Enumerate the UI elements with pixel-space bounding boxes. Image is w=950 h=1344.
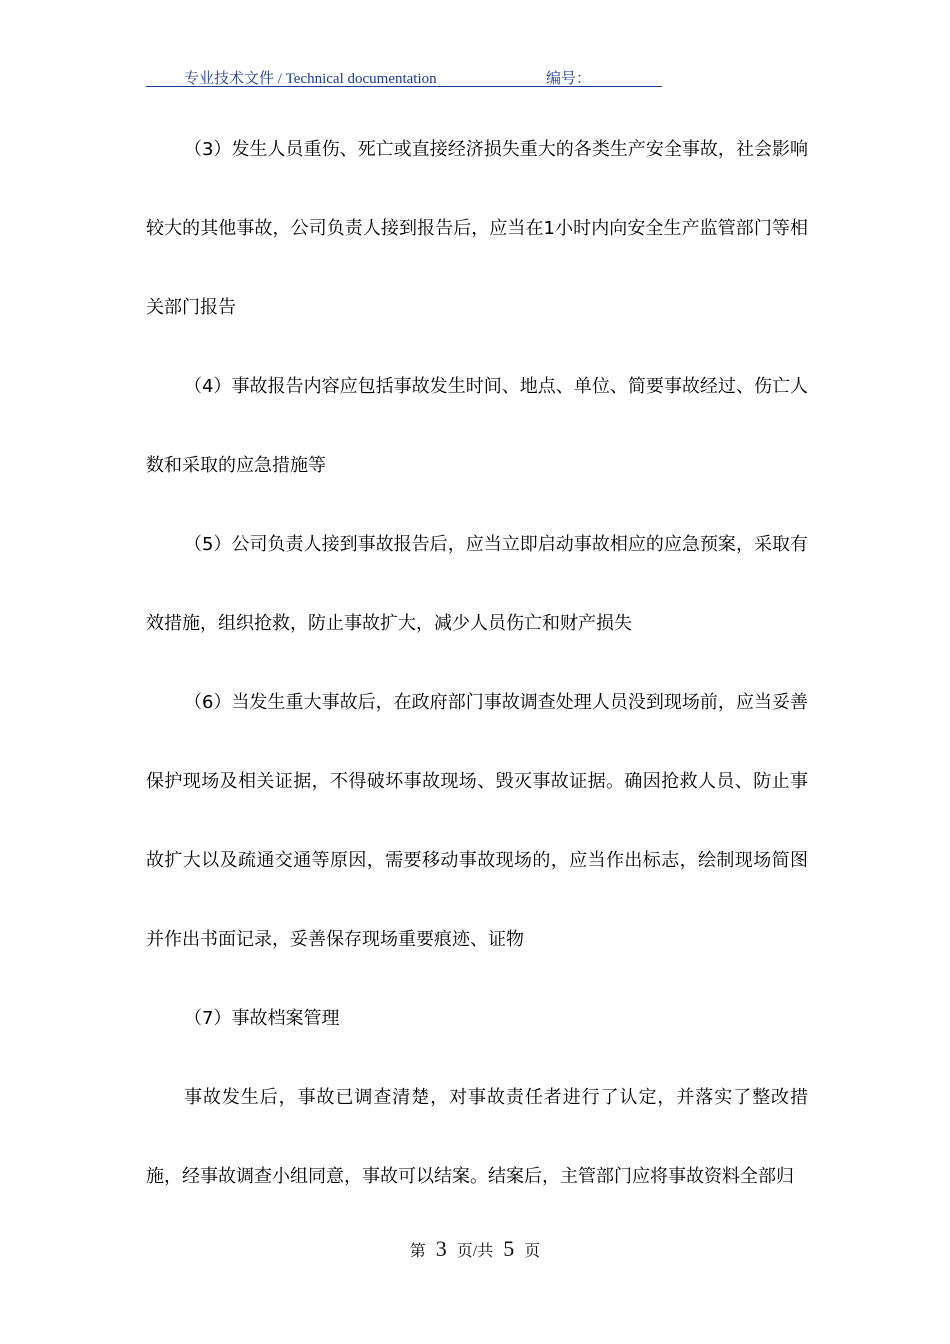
footer-suffix: 页 bbox=[524, 1243, 541, 1260]
footer-current-page: 3 bbox=[435, 1236, 447, 1261]
header-title: 专业技术文件 / Technical documentation bbox=[184, 71, 437, 87]
footer-total-pages: 5 bbox=[503, 1236, 515, 1261]
paragraph: 事故发生后，事故已调查清楚，对事故责任者进行了认定，并落实了整改措施，经事故调查小组同意，事故可以结案。结案后，主管部门应将事故资料全部归 bbox=[146, 1087, 808, 1187]
paragraph: （7）事故档案管理 bbox=[184, 1008, 340, 1029]
paragraph: （5）公司负责人接到事故报告后，应当立即启动事故相应的应急预案，采取有效措施，组织抢救，防止事故扩大，减少人员伤亡和财产损失 bbox=[146, 534, 808, 634]
paragraph: （3）发生人员重伤、死亡或直接经济损失重大的各类生产安全事故，社会影响较大的其他事故，公司负责人接到报告后，应当在1小时内向安全生产监管部门等相关部门报告 bbox=[146, 139, 808, 318]
page-footer bbox=[0, 1236, 950, 1262]
paragraph: （6）当发生重大事故后，在政府部门事故调查处理人员没到现场前，应当妥善保护现场及相关证据，不得破坏事故现场、毁灭事故证据。确因抢救人员、防止事故扩大以及疏通交通等原因，需要移动事故现场的，应当作出标志，绘制现场简图并作出书面记录，妥善保存现场重要痕迹、证物 bbox=[146, 692, 808, 950]
document-body bbox=[146, 110, 808, 1216]
page-header bbox=[146, 66, 662, 87]
paragraph: （4）事故报告内容应包括事故发生时间、地点、单位、简要事故经过、伤亡人数和采取的应急措施等 bbox=[146, 376, 808, 476]
footer-middle: 页/共 bbox=[456, 1243, 494, 1260]
header-doc-number-label: 编号： bbox=[546, 71, 592, 87]
footer-prefix: 第 bbox=[409, 1243, 426, 1260]
